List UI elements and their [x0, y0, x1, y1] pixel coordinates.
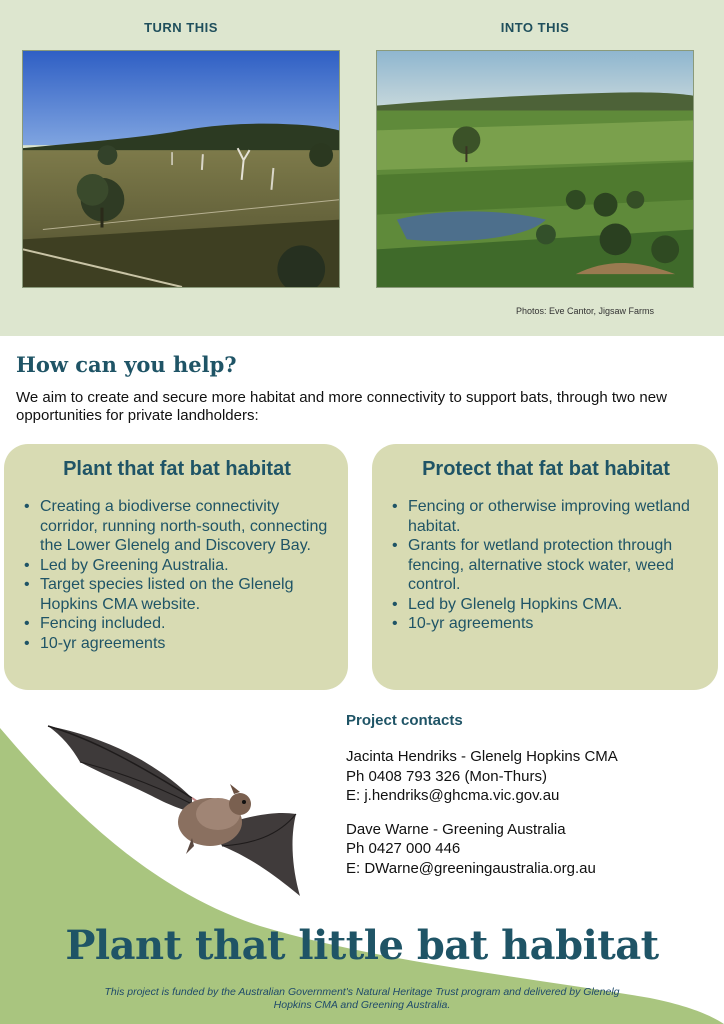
footer-title: Plant that little bat habitat	[65, 922, 659, 969]
list-item: • Fencing or otherwise improving wetland habitat.	[390, 497, 702, 536]
contact-phone: Ph 0427 000 446	[346, 840, 461, 857]
funding-note: This project is funded by the Australian Government's Natural Heritage Trust program and delivered by Glenelg Hopkins CMA and Greening Australia.	[104, 986, 620, 1011]
help-intro: We aim to create and secure more habitat and more connectivity to support bats, through two new opportunities for private landholders:	[16, 389, 667, 424]
list-item: • Fencing included.	[22, 614, 332, 634]
contact-phone: Ph 0408 793 326 (Mon-Thurs)	[346, 767, 547, 785]
after-caption: INTO THIS	[500, 20, 570, 35]
list-item: • 10-yr agreements	[390, 614, 702, 634]
list-item: • Target species listed on the Glenelg Hopkins CMA website.	[22, 575, 332, 614]
after-photo	[376, 50, 694, 288]
before-photo	[22, 50, 340, 288]
bat-illustration-icon	[42, 718, 304, 904]
plant-habitat-card	[4, 444, 348, 690]
contact-name: Jacinta Hendriks - Glenelg Hopkins CMA	[346, 748, 618, 765]
project-contacts	[346, 712, 716, 878]
list-item: • Led by Glenelg Hopkins CMA.	[390, 595, 702, 615]
contact-name: Dave Warne - Greening Australia	[346, 820, 566, 838]
protect-habitat-card	[372, 444, 718, 690]
list-item: • Led by Greening Australia.	[22, 556, 332, 576]
help-heading: How can you help?	[16, 352, 237, 377]
before-caption: TURN THIS	[144, 20, 218, 35]
list-item: • 10-yr agreements	[22, 634, 332, 654]
list-item: • Grants for wetland protection through fencing, alternative stock water, weed control.	[390, 536, 702, 595]
protect-card-title: Protect that fat bat habitat	[422, 458, 670, 480]
contact-email: E: j.hendriks@ghcma.vic.gov.au	[346, 787, 560, 804]
contact-email: E: DWarne@greeningaustralia.org.au	[346, 859, 596, 877]
list-item: • Creating a biodiverse connectivity corridor, running north-south, connecting the Lower Glenelg and Discovery Bay.	[22, 497, 332, 556]
photo-credit: Photos: Eve Cantor, Jigsaw Farms	[515, 306, 655, 316]
protect-card-list	[390, 497, 702, 634]
plant-card-list	[22, 497, 332, 653]
plant-card-title: Plant that fat bat habitat	[63, 458, 291, 480]
contacts-title: Project contacts	[346, 712, 463, 729]
